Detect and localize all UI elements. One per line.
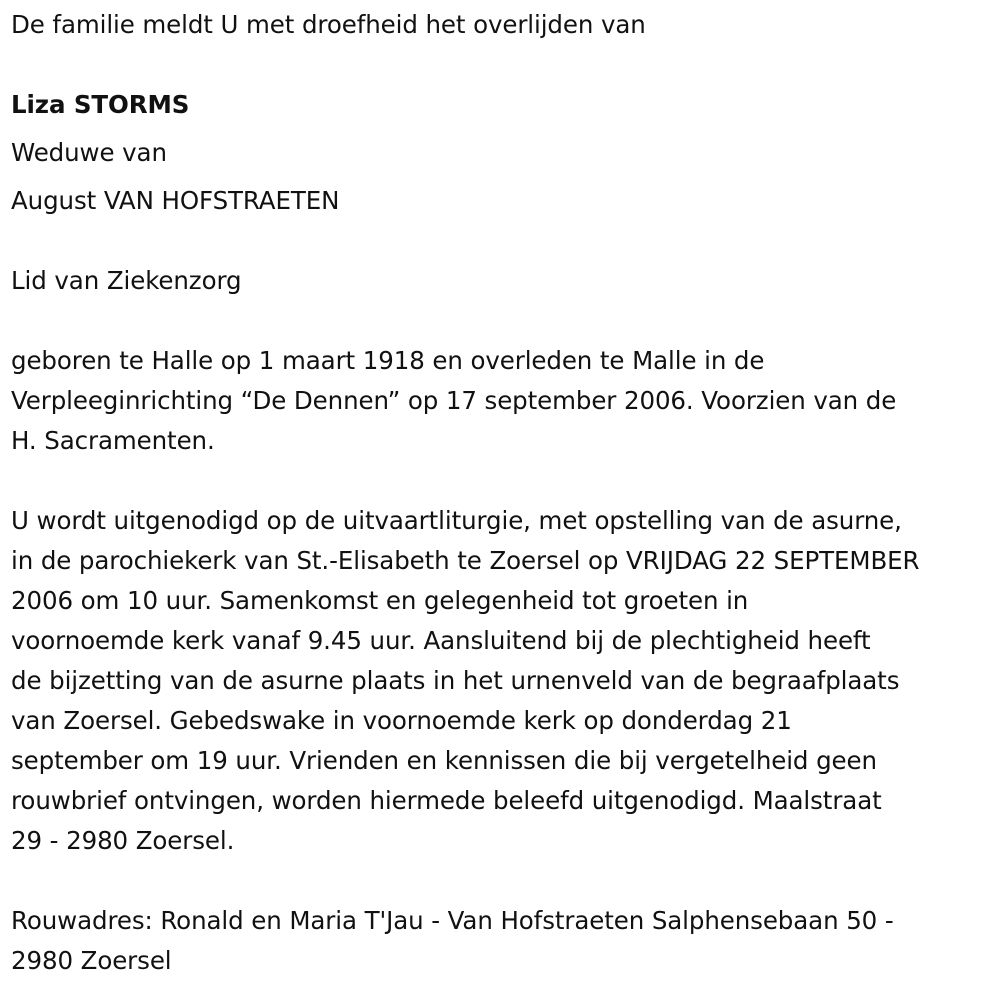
paragraph-line: geboren te Halle op 1 maart 1918 en overleden te Malle in de xyxy=(11,346,765,375)
paragraph-line: van Zoersel. Gebedswake in voornoemde kerk op donderdag 21 xyxy=(11,706,792,735)
paragraph-line: in de parochiekerk van St.-Elisabeth te Zoersel op VRIJDAG 22 SEPTEMBER xyxy=(11,546,920,575)
paragraph-line: de bijzetting van de asurne plaats in het urnenveld van de begraafplaats xyxy=(11,666,900,695)
birth-death-paragraph xyxy=(11,341,996,461)
paragraph-line: 29 - 2980 Zoersel. xyxy=(11,826,235,855)
paragraph-line: september om 19 uur. Vrienden en kennissen die bij vergetelheid geen xyxy=(11,746,877,775)
intro-line: De familie meldt U met droefheid het overlijden van xyxy=(11,10,646,39)
deceased-name: Liza STORMS xyxy=(11,90,190,119)
paragraph-line: 2980 Zoersel xyxy=(11,946,172,975)
spouse-name: August VAN HOFSTRAETEN xyxy=(11,186,340,215)
paragraph-line: Verpleeginrichting “De Dennen” op 17 september 2006. Voorzien van de xyxy=(11,386,897,415)
membership-line: Lid van Ziekenzorg xyxy=(11,266,242,295)
paragraph-line: voornoemde kerk vanaf 9.45 uur. Aansluitend bij de plechtigheid heeft xyxy=(11,626,871,655)
paragraph-line: U wordt uitgenodigd op de uitvaartliturgie, met opstelling van de asurne, xyxy=(11,506,902,535)
paragraph-line: rouwbrief ontvingen, worden hiermede beleefd uitgenodigd. Maalstraat xyxy=(11,786,882,815)
mourning-address-paragraph xyxy=(11,901,996,981)
widow-of-label: Weduwe van xyxy=(11,138,167,167)
paragraph-line: 2006 om 10 uur. Samenkomst en gelegenheid tot groeten in xyxy=(11,586,749,615)
paragraph-line: H. Sacramenten. xyxy=(11,426,215,455)
paragraph-line: Rouwadres: Ronald en Maria T'Jau - Van Hofstraeten Salphensebaan 50 - xyxy=(11,906,894,935)
funeral-paragraph xyxy=(11,501,996,861)
